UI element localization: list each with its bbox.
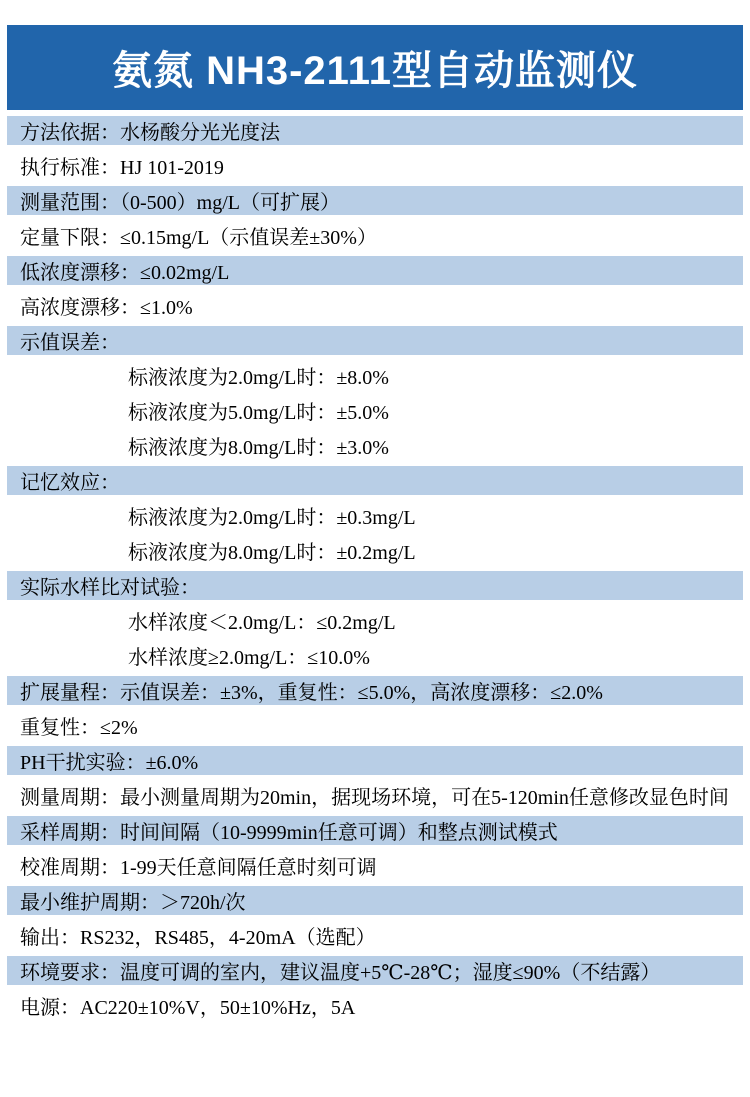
spec-row-text: 标液浓度为8.0mg/L时：±3.0%: [128, 437, 389, 459]
spec-row-text: 扩展量程：示值误差：±3%，重复性：≤5.0%，高浓度漂移：≤2.0%: [20, 682, 603, 704]
spec-row: [7, 848, 743, 883]
spec-row: [7, 568, 743, 603]
spec-row-text: 标液浓度为2.0mg/L时：±8.0%: [128, 367, 389, 389]
spec-row-text: 示值误差：: [20, 332, 120, 354]
spec-row: [7, 323, 743, 358]
spec-row: [7, 428, 743, 463]
spec-row: [7, 533, 743, 568]
spec-row: [7, 113, 743, 148]
spec-row-text: 重复性：≤2%: [20, 717, 138, 739]
spec-row-text: 环境要求：温度可调的室内，建议温度+5℃-28℃；湿度≤90%（不结露）: [20, 962, 661, 984]
spec-row: [7, 603, 743, 638]
spec-row-text: 方法依据：水杨酸分光光度法: [20, 122, 280, 144]
spec-row-text: 标液浓度为2.0mg/L时：±0.3mg/L: [128, 507, 416, 529]
spec-row: [7, 358, 743, 393]
spec-row-text: 执行标准：HJ 101-2019: [20, 157, 224, 179]
spec-row-text: 记忆效应：: [20, 472, 120, 494]
spec-row-text: 测量范围：（0-500）mg/L（可扩展）: [20, 192, 340, 214]
spec-row: [7, 918, 743, 953]
spec-row: [7, 638, 743, 673]
spec-row-text: 实际水样比对试验：: [20, 577, 200, 599]
title-banner: [7, 25, 743, 110]
spec-row-text: 校准周期：1-99天任意间隔任意时刻可调: [20, 857, 377, 879]
spec-row: [7, 743, 743, 778]
spec-row-text: 测量周期：最小测量周期为20min，据现场环境，可在5-120min任意修改显色时间: [20, 787, 729, 809]
spec-row: [7, 218, 743, 253]
spec-row-text: 电源：AC220±10%V，50±10%Hz，5A: [20, 997, 356, 1019]
spec-row: [7, 463, 743, 498]
page-title: 氨氮 NH3-2111型自动监测仪: [111, 49, 639, 93]
spec-row: [7, 253, 743, 288]
spec-row-text: 输出：RS232，RS485，4-20mA（选配）: [20, 927, 376, 949]
spec-row-text: 水样浓度＜2.0mg/L：≤0.2mg/L: [128, 612, 396, 634]
spec-row-text: 水样浓度≥2.0mg/L：≤10.0%: [128, 647, 370, 669]
spec-row-text: 标液浓度为5.0mg/L时：±5.0%: [128, 402, 389, 424]
spec-row: [7, 988, 743, 1023]
spec-row-text: 高浓度漂移：≤1.0%: [20, 297, 193, 319]
spec-row: [7, 708, 743, 743]
spec-row-text: 最小维护周期：＞720h/次: [20, 892, 246, 914]
spec-row-text: 定量下限：≤0.15mg/L（示值误差±30%）: [20, 227, 377, 249]
spec-row: [7, 498, 743, 533]
spec-row: [7, 883, 743, 918]
spec-row: [7, 148, 743, 183]
spec-row-text: 采样周期：时间间隔（10-9999min任意可调）和整点测试模式: [20, 822, 558, 844]
spec-row-text: 标液浓度为8.0mg/L时：±0.2mg/L: [128, 542, 416, 564]
spec-row-text: PH干扰实验：±6.0%: [20, 752, 199, 774]
spec-row: [7, 393, 743, 428]
spec-table: [7, 113, 743, 1023]
spec-row: [7, 673, 743, 708]
spec-row: [7, 953, 743, 988]
spec-row: [7, 813, 743, 848]
spec-row: [7, 778, 743, 813]
spec-row: [7, 288, 743, 323]
spec-row-text: 低浓度漂移：≤0.02mg/L: [20, 262, 230, 284]
spec-row: [7, 183, 743, 218]
